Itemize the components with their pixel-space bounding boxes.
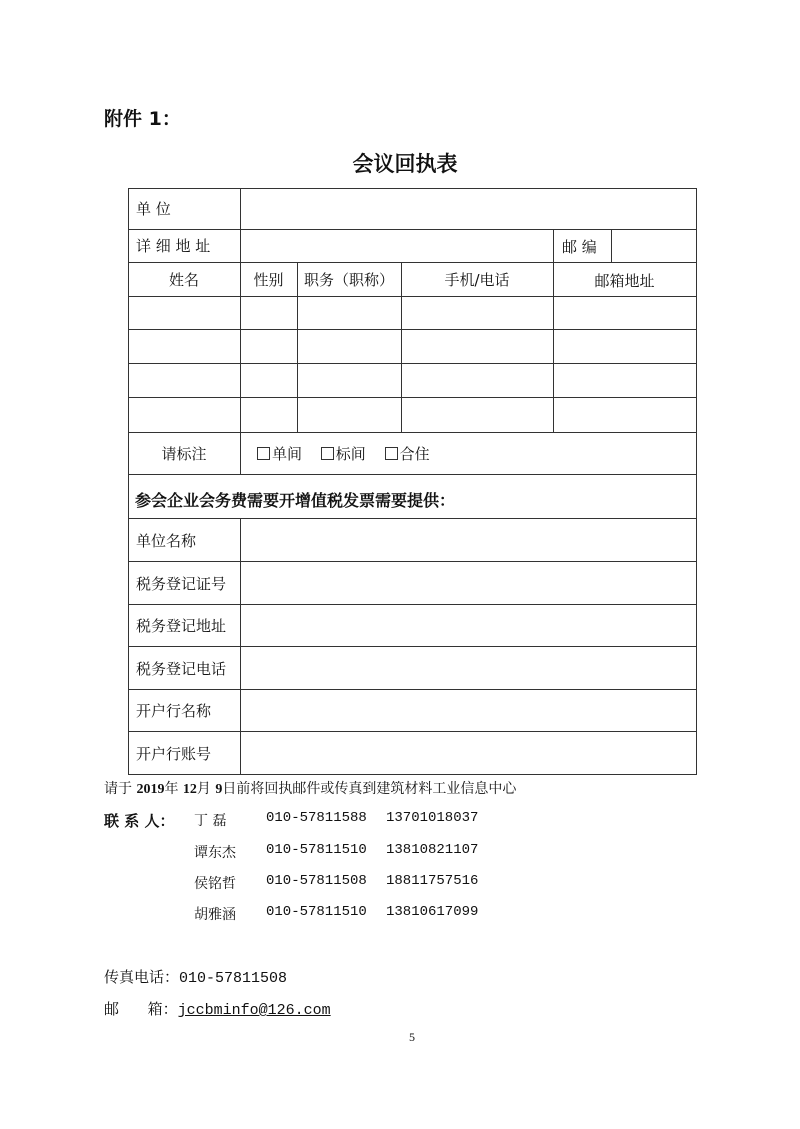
attachment-label: 附件 1： xyxy=(104,108,181,130)
column-header-name: 姓名 xyxy=(168,271,199,289)
fax-line: 传真电话：010-57811508 xyxy=(104,968,288,987)
room-options xyxy=(257,443,444,464)
email-link[interactable]: jccbminfo@126.com xyxy=(177,1002,331,1019)
email-line: 邮 箱：jccbminfo@126.com xyxy=(104,1000,331,1019)
column-header-email: 邮箱地址 xyxy=(594,272,655,290)
contact-name: 侯铭哲 xyxy=(194,876,236,892)
contact-name: 胡雅涵 xyxy=(194,907,236,923)
contact-name: 谭东杰 xyxy=(194,845,236,861)
postcode-label: 邮 编 xyxy=(562,238,597,256)
invoice-field-tax-id: 税务登记证号 xyxy=(136,575,227,593)
page-number: 5 xyxy=(409,1030,415,1044)
unit-label: 单 位 xyxy=(136,200,171,218)
invoice-field-company-name: 单位名称 xyxy=(136,532,197,550)
contact-name: 丁 磊 xyxy=(194,813,227,829)
column-header-title: 职务（职称） xyxy=(303,271,394,289)
contact-phone: 010-57811510 xyxy=(266,842,367,858)
room-option-shared[interactable]: 合住 xyxy=(385,443,430,464)
checkbox-icon xyxy=(321,447,334,460)
room-option-standard[interactable]: 标间 xyxy=(321,443,366,464)
invoice-field-tax-phone: 税务登记电话 xyxy=(136,660,227,678)
contact-mobile: 13810821107 xyxy=(386,842,479,858)
checkbox-icon xyxy=(257,447,270,460)
invoice-field-bank-name: 开户行名称 xyxy=(136,702,212,720)
address-label: 详 细 地 址 xyxy=(136,237,211,255)
invoice-field-bank-account: 开户行账号 xyxy=(136,745,212,763)
contact-mobile: 18811757516 xyxy=(386,873,479,889)
contact-mobile: 13810617099 xyxy=(386,904,479,920)
form-title: 会议回执表 xyxy=(352,152,458,176)
room-option-single[interactable]: 单间 xyxy=(257,443,302,464)
room-label: 请标注 xyxy=(161,445,207,463)
column-header-gender: 性别 xyxy=(253,271,284,289)
contacts-label: 联 系 人： xyxy=(104,812,175,830)
invoice-field-tax-address: 税务登记地址 xyxy=(136,617,227,635)
contact-phone: 010-57811510 xyxy=(266,904,367,920)
invoice-heading: 参会企业会务费需要开增值税发票需要提供： xyxy=(135,491,456,510)
column-header-phone: 手机/电话 xyxy=(444,271,510,289)
checkbox-icon xyxy=(385,447,398,460)
deadline-note: 请于 2019年 12月 9日前将回执邮件或传真到建筑材料工业信息中心 xyxy=(104,781,517,797)
contact-mobile: 13701018037 xyxy=(386,810,479,826)
contact-phone: 010-57811508 xyxy=(266,873,367,889)
contact-phone: 010-57811588 xyxy=(266,810,367,826)
